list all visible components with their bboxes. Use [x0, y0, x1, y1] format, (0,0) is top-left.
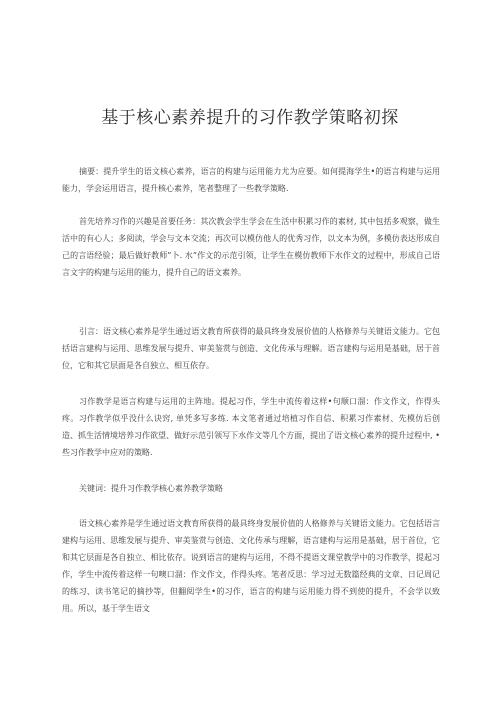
keywords-line: 关键词：提升习作教学核心素养教学策略: [79, 484, 223, 493]
document-title: 基于核心素养提升的习作教学策略初探: [101, 108, 399, 129]
body-paragraph-writing-teaching: 习作教学是语言构建与运用的主阵地。提起习作，学生中流传着这样•句顺口溜：作文作文，作得头疼。习作教学似乎没什么诀窍, 单凭多写多练. 本文笔者通过培植习作自信、积累习作素材、先模仿后创造、抓生活情境培养习作欲望、做好示范引领写下水作文等几个方面，提出了语文核心素养的提升过程中, •些习作教学中应对的策略.: [62, 397, 440, 457]
introduction-paragraph: 引言：语文核心素养是学生通过语文教育所获得的最具终身发展价值的人格修养与关键语文能力。它包括语言建构与运用、思维发展与提升、审美鉴赏与创造、文化传承与理解。语言建构与运用是基础，居于首位，它和其它层面是各自独立、相互依存。: [62, 327, 440, 370]
body-paragraph-strategies: 首先培养习作的兴趣是首要任务：其次教会学生学会在生活中积累习作的素材, 其中包括多观察，做生活中的有心人；多阅读，学会与文本交流；再次可以模仿他人的优秀习作，以文本为例，多模仿表达形成自己的言语经验；最后做好教师”卜. 水”作文的示范引领，让学生在模仿教师下水作文的过程中，形成自己语言文字的构建与运用的能力，提升自己的语文素养。: [62, 217, 440, 277]
abstract-paragraph: 摘要：提升学生的语文核心素养，语言的构建与运用能力尤为应要。如何提海学生•的语言构建与运用能力，学会运用语言，提升核心素养，笔者整理了一些教学策略.: [62, 167, 440, 193]
body-paragraph-core-literacy: 语文核心素养是学生通过语文教育所获得的最具终身发展价值的人格修养与关键语文能力。它包括语言建构与运用、思维发展与提升、审美鉴赏与创造、文化传承与理解，语言建构与运用是基础，居于首位，它和其它层面是各自独立、相比依存。说到语言的建构与运用，不得不提语文课堂教学中的习作教学，提起习作，学生中流传着这样一句噢口溜：作文作文，作得头疼。笔者反思：学习过无数篇经典的文章、日记周记的练习、读书笔记的摘抄等，但翻阅学生•的习作，语言的构建与运用能力得不到使的提升，不会学以致用。所以，基于学生语文: [62, 519, 440, 613]
